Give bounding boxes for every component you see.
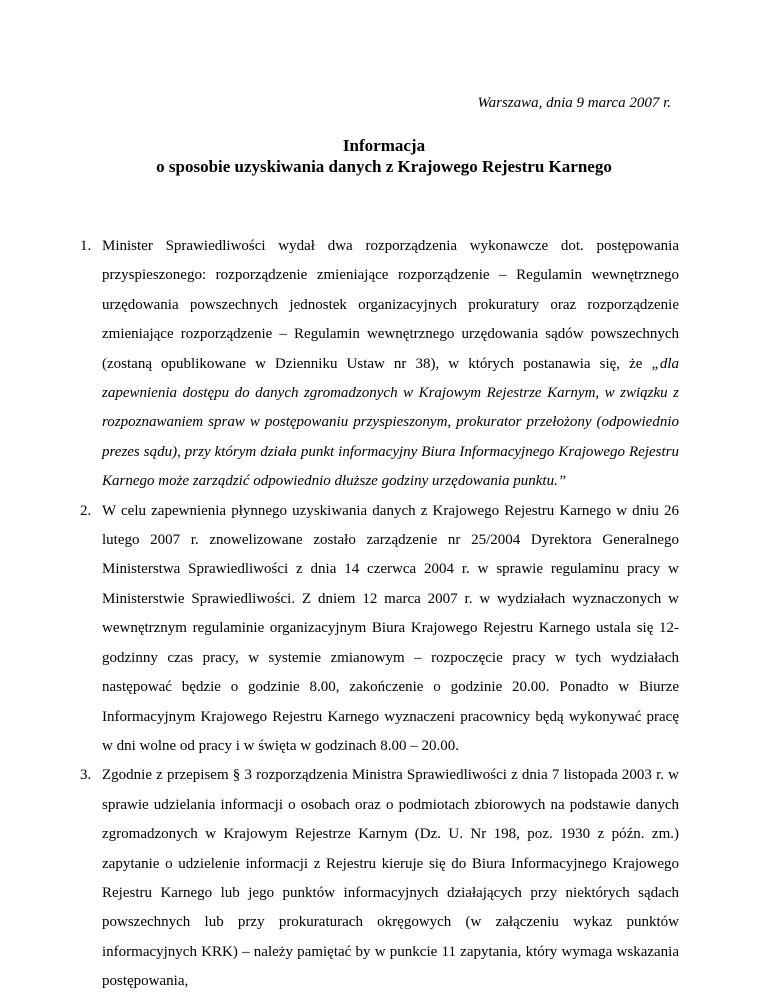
document-title: [0, 135, 768, 177]
list-item-text: Zgodnie z przepisem § 3 rozporządzenia Ministra Sprawiedliwości z dnia 7 listopada 2003 r. w sprawie udzielania informacji o osobach oraz o podmiotach zbiorowych na podstawie danych zgromadzonych w Krajowym Rejestrze Karnym (Dz. U. Nr 198, poz. 1930 z późn. zm.) zapytanie o udzielenie informacji z Rejestru kieruje się do Biura Informacyjnego Krajowego Rejestru Karnego lub jego punktów informacyjnych działających przy niektórych sądach powszechnych lub przy prokuraturach okręgowych (w załączeniu wykaz punktów informacyjnych KRK) – należy pamiętać by w punkcie 11 zapytania, który wymaga wskazania postępowania,: [102, 767, 679, 990]
quoted-regulation-text: „dla zapewnienia dostępu do danych zgromadzonych w Krajowym Rejestrze Karnym, w związku z rozpoznawaniem spraw w postępowaniu przyspieszonym, prokurator przełożony (odpowiednio prezes sądu), przy którym działa punkt informacyjny Biura Informacyjnego Krajowego Rejestru Karnego może zarządzić odpowiednio dłuższe godziny urzędowania punktu.”: [102, 355, 679, 490]
list-item-number: 3.: [80, 767, 92, 784]
list-item-number: 2.: [80, 502, 92, 519]
numbered-list: [80, 232, 679, 997]
document-date: Warszawa, dnia 9 marca 2007 r.: [477, 95, 671, 111]
list-item: [80, 497, 679, 762]
list-item: [80, 761, 679, 996]
list-item-text-plain: Minister Sprawiedliwości wydał dwa rozporządzenia wykonawcze dot. postępowania przyspieszonego: rozporządzenie zmieniające rozporządzenie – Regulamin wewnętrznego urzędowania powszechnych jednostek organizacyjnych prokuratury oraz rozporządzenie zmieniające rozporządzenie – Regulamin wewnętrznego urzędowania sądów powszechnych (zostaną opublikowane w Dzienniku Ustaw nr 38), w których postanawia się, że: [102, 238, 679, 372]
title-line-1: Informacja: [342, 136, 426, 155]
title-line-2: o sposobie uzyskiwania danych z Krajowego Rejestru Karnego: [156, 157, 612, 176]
list-item-text: [102, 232, 679, 497]
list-item-text: W celu zapewnienia płynnego uzyskiwania danych z Krajowego Rejestru Karnego w dniu 26 lutego 2007 r. znowelizowane zostało zarządzenie nr 25/2004 Dyrektora Generalnego Ministerstwa Sprawiedliwości z dnia 14 czerwca 2004 r. w sprawie regulaminu pracy w Ministerstwie Sprawiedliwości. Z dniem 12 marca 2007 r. w wydziałach wyznaczonych w wewnętrznym regulaminie organizacyjnym Biura Krajowego Rejestru Karnego ustala się 12-godzinny czas pracy, w systemie zmianowym – rozpoczęcie pracy w tych wydziałach następować będzie o godzinie 8.00, zakończenie o godzinie 20.00. Ponadto w Biurze Informacyjnym Krajowego Rejestru Karnego wyznaczeni pracownicy będą wykonywać pracę w dni wolne od pracy i w święta w godzinach 8.00 – 20.00.: [102, 502, 679, 754]
list-item: [80, 232, 679, 497]
list-item-number: 1.: [80, 238, 92, 254]
